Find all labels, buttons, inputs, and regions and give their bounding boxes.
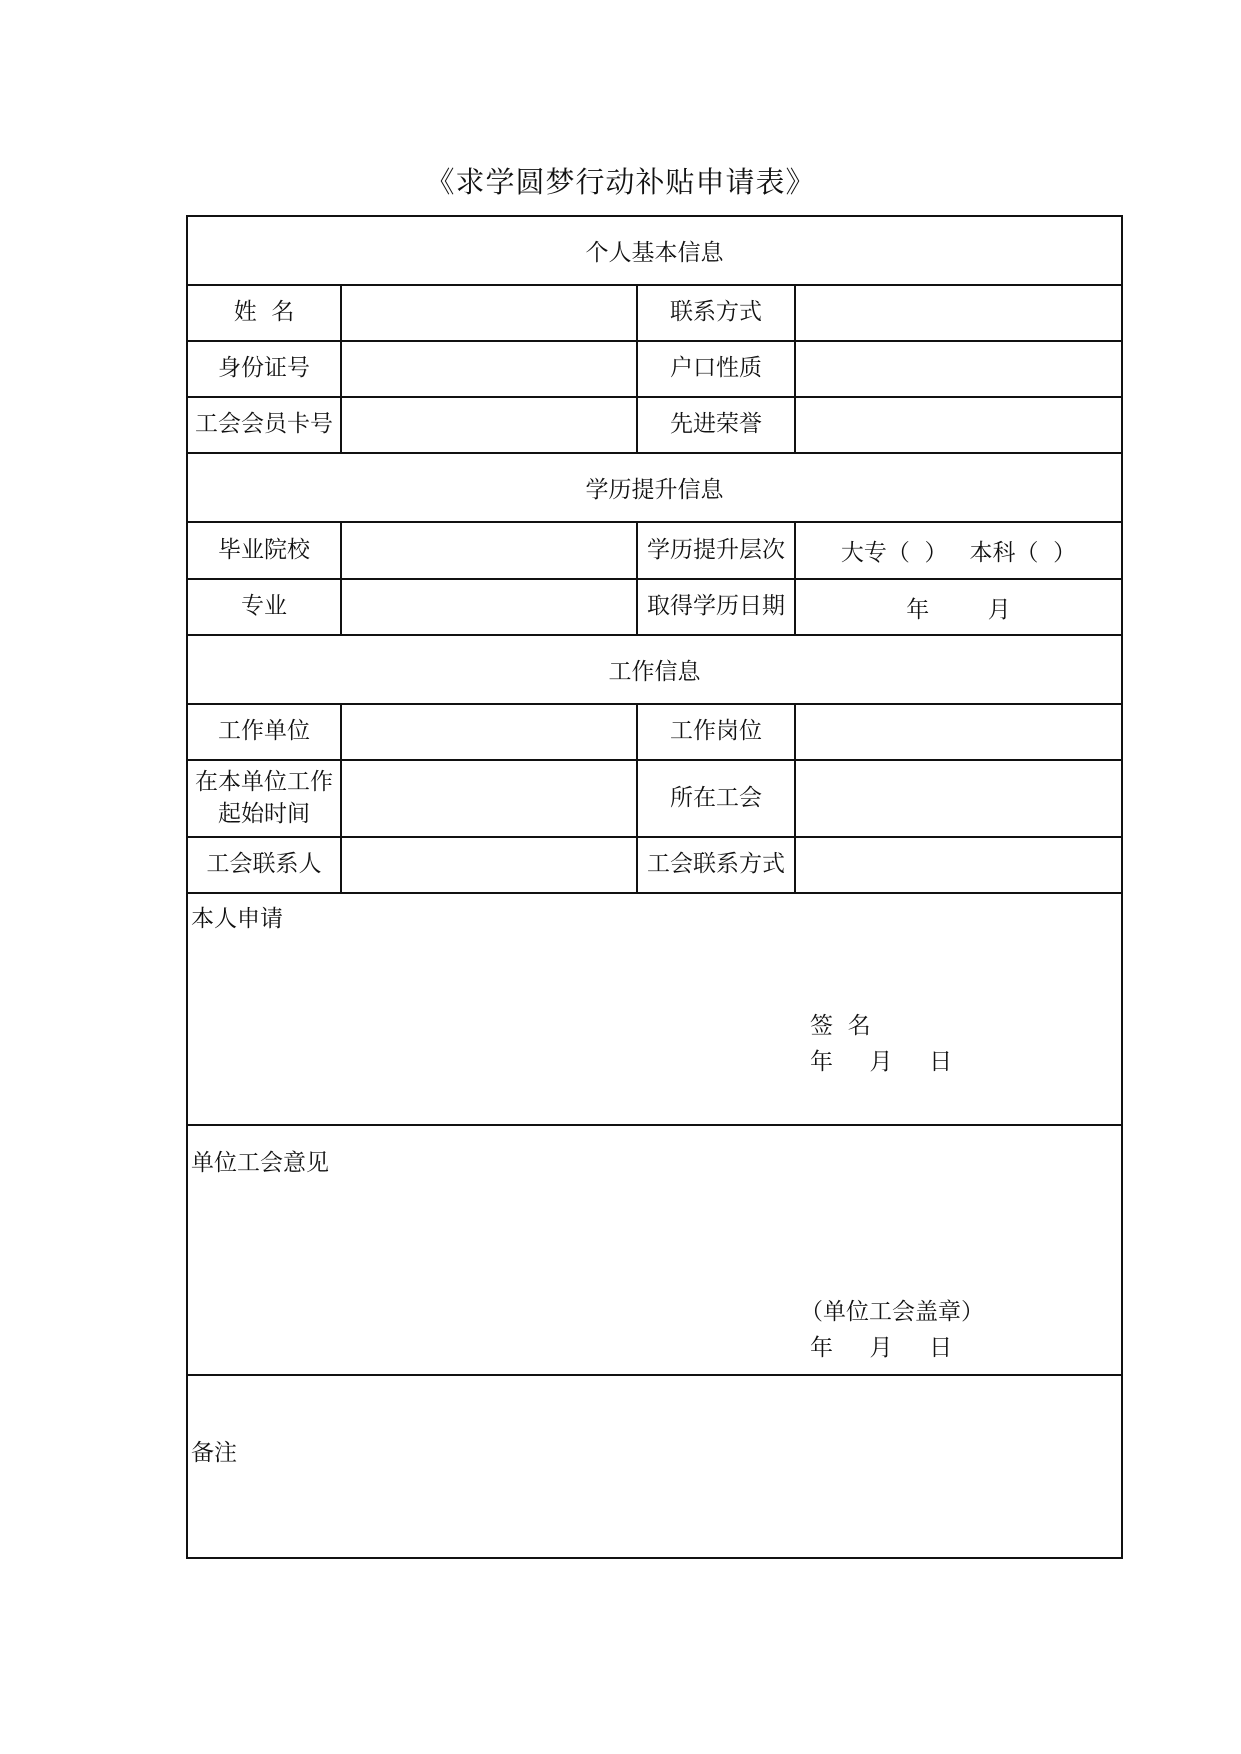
form-row: [187, 397, 1122, 453]
work-unit-field[interactable]: [341, 704, 637, 760]
application-form-table: [186, 215, 1123, 1559]
form-row: [187, 760, 1122, 837]
apply-date-label: 年 月 日: [810, 1049, 953, 1075]
apply-row: [187, 893, 1122, 1125]
section-title-work: 工作信息: [187, 635, 1122, 704]
start-time-label-line1: 在本单位工作: [195, 769, 333, 796]
major-label: 专业: [187, 579, 341, 635]
start-time-label-line2: 起始时间: [218, 800, 310, 827]
honor-label: 先进荣誉: [637, 397, 795, 453]
level-label: 学历提升层次: [637, 522, 795, 579]
member-card-label: 工会会员卡号: [187, 397, 341, 453]
page-title: 《求学圆梦行动补贴申请表》: [425, 165, 816, 199]
level-options[interactable]: 大专（ ） 本科（ ）: [795, 522, 1122, 579]
work-unit-label: 工作单位: [187, 704, 341, 760]
union-label: 所在工会: [637, 760, 795, 837]
member-card-field[interactable]: [341, 397, 637, 453]
apply-field[interactable]: [187, 893, 1122, 1125]
union-seal-label: （单位工会盖章）: [800, 1299, 984, 1325]
form-row: [187, 522, 1122, 579]
degree-date-label: 取得学历日期: [637, 579, 795, 635]
opinion-date-label: 年 月 日: [810, 1335, 953, 1361]
union-field[interactable]: [795, 760, 1122, 837]
contact-label: 联系方式: [637, 285, 795, 341]
name-label: 姓 名: [187, 285, 341, 341]
remark-field[interactable]: [187, 1375, 1122, 1558]
work-post-field[interactable]: [795, 704, 1122, 760]
section-title-personal: 个人基本信息: [187, 216, 1122, 285]
section-row-work: [187, 635, 1122, 704]
opinion-label: 单位工会意见: [191, 1150, 329, 1176]
form-row: [187, 704, 1122, 760]
form-row: [187, 285, 1122, 341]
section-row-personal: [187, 216, 1122, 285]
hukou-field[interactable]: [795, 341, 1122, 397]
school-label: 毕业院校: [187, 522, 341, 579]
hukou-label: 户口性质: [637, 341, 795, 397]
union-contact-label: 工会联系人: [187, 837, 341, 893]
major-field[interactable]: [341, 579, 637, 635]
opinion-row: [187, 1125, 1122, 1375]
start-time-field[interactable]: [341, 760, 637, 837]
form-row: [187, 579, 1122, 635]
honor-field[interactable]: [795, 397, 1122, 453]
contact-field[interactable]: [795, 285, 1122, 341]
id-number-label: 身份证号: [187, 341, 341, 397]
union-phone-label: 工会联系方式: [637, 837, 795, 893]
remark-row: [187, 1375, 1122, 1558]
school-field[interactable]: [341, 522, 637, 579]
section-row-education: [187, 453, 1122, 522]
union-contact-field[interactable]: [341, 837, 637, 893]
name-field[interactable]: [341, 285, 637, 341]
union-phone-field[interactable]: [795, 837, 1122, 893]
opinion-field[interactable]: [187, 1125, 1122, 1375]
work-post-label: 工作岗位: [637, 704, 795, 760]
remark-label: 备注: [191, 1440, 237, 1466]
apply-label: 本人申请: [191, 906, 283, 932]
form-row: [187, 837, 1122, 893]
start-time-label: [187, 760, 341, 837]
section-title-education: 学历提升信息: [187, 453, 1122, 522]
form-row: [187, 341, 1122, 397]
id-number-field[interactable]: [341, 341, 637, 397]
signature-label: 签 名: [810, 1013, 871, 1039]
degree-date-field[interactable]: 年 月: [795, 579, 1122, 635]
